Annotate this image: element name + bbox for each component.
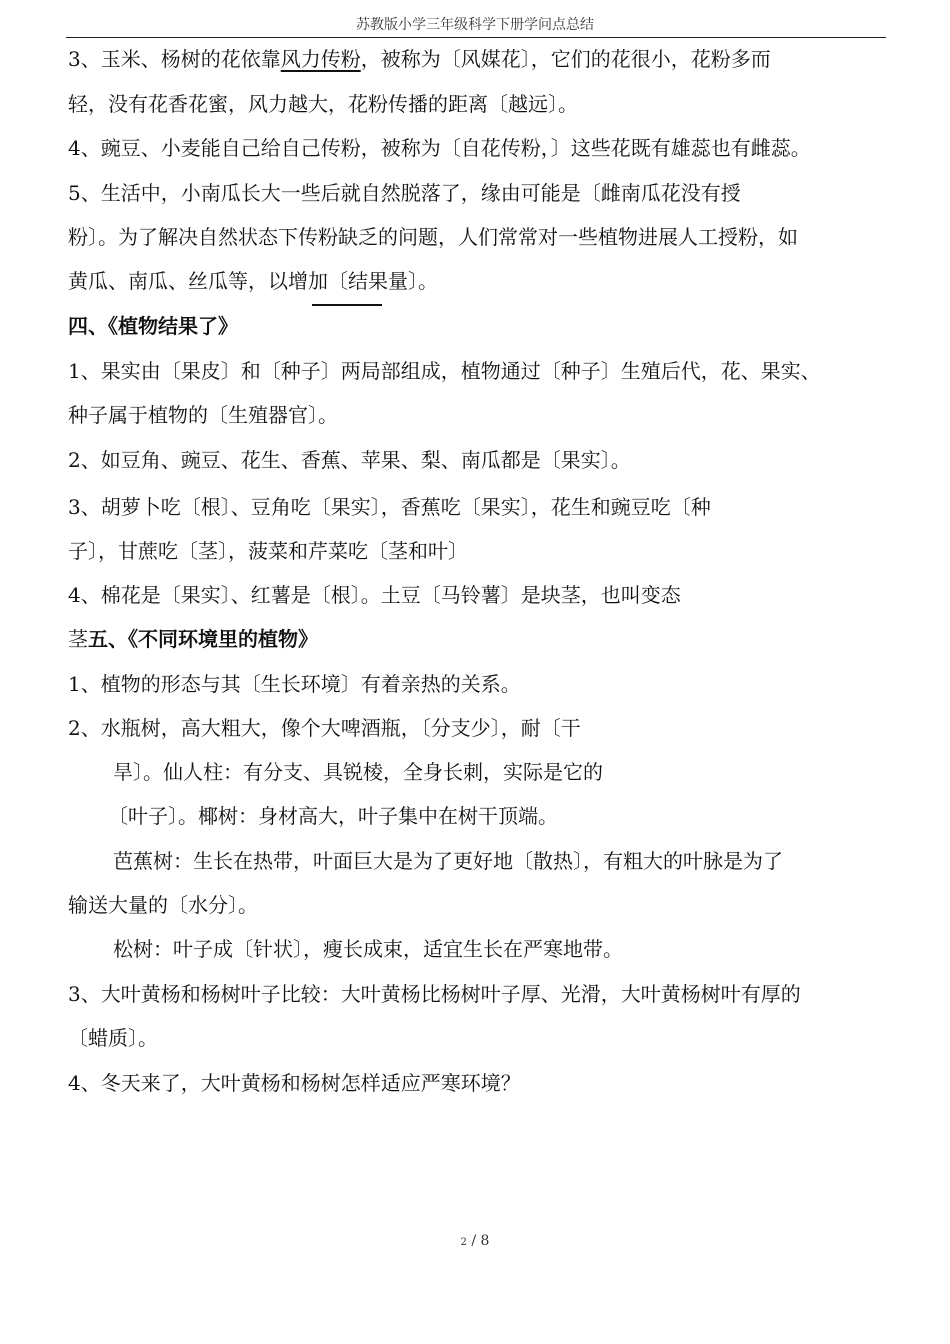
text-line: 4、豌豆、小麦能自己给自己传粉，被称为〔自花传粉，〕这些花既有雄蕊也有雌蕊。 [68, 136, 811, 160]
text-segment: 茎 [68, 627, 88, 651]
text-line: 输送大量的〔水分〕。 [68, 893, 258, 917]
page-number [0, 1233, 950, 1249]
text-line: 轻，没有花香花蜜，风力越大，花粉传播的距离〔越远〕。 [68, 92, 578, 116]
text-line: 4、棉花是〔果实〕、红薯是〔根〕。土豆〔马铃薯〕是块茎，也叫变态 [68, 583, 681, 607]
page-header [0, 14, 950, 34]
text-segment: ，被称为〔风媒花〕，它们的花很小，花粉多而 [360, 47, 771, 71]
header-divider [66, 37, 886, 38]
text-line [68, 46, 771, 72]
text-line: 粉〕。为了解决自然状态下传粉缺乏的问题，人们常常对一些植物进展人工授粉，如 [68, 225, 798, 249]
underline-mark [312, 304, 382, 306]
text-line: 2、如豆角、豌豆、花生、香蕉、苹果、梨、南瓜都是〔果实〕。 [68, 448, 631, 472]
text-line: 1、果实由〔果皮〕和〔种子〕两局部组成，植物通过〔种子〕生殖后代，花、果实、 [68, 359, 821, 383]
text-line: 种子属于植物的〔生殖器官〕。 [68, 403, 338, 427]
text-line: 4、冬天来了，大叶黄杨和杨树怎样适应严寒环境？ [68, 1071, 521, 1095]
text-line: 〔叶子〕。椰树：身材高大，叶子集中在树干顶端。 [108, 804, 558, 828]
text-line: 〔蜡质〕。 [68, 1026, 158, 1050]
text-line: 子〕，甘蔗吃〔茎〕，菠菜和芹菜吃〔茎和叶〕 [68, 539, 468, 563]
text-line: 1、植物的形态与其〔生长环境〕有着亲热的关系。 [68, 672, 521, 696]
section-heading: 五、《不同环境里的植物》 [88, 627, 318, 651]
underlined-term: 风力传粉 [280, 47, 361, 71]
text-line [68, 626, 318, 652]
text-line: 5、生活中，小南瓜长大一些后就自然脱落了，缘由可能是〔雌南瓜花没有授 [68, 181, 741, 205]
page-total: 8 [480, 1233, 490, 1249]
text-line: 2、水瓶树，高大粗大，像个大啤酒瓶，〔分支少〕，耐〔干 [68, 716, 581, 740]
page-current: 2 [460, 1237, 467, 1248]
text-line: 黄瓜、南瓜、丝瓜等，以增加〔结果量〕。 [68, 269, 438, 293]
section-heading: 四、《植物结果了》 [68, 314, 238, 338]
text-line: 3、胡萝卜吃〔根〕、豆角吃〔果实〕，香蕉吃〔果实〕，花生和豌豆吃〔种 [68, 495, 711, 519]
text-segment: 3、玉米、杨树的花依靠 [68, 47, 281, 71]
text-line: 松树：叶子成〔针状〕，瘦长成束，适宜生长在严寒地带。 [113, 937, 623, 961]
header-title: 苏教版小学三年级科学下册学问点总结 [356, 17, 594, 33]
text-line: 芭蕉树：生长在热带，叶面巨大是为了更好地〔散热〕，有粗大的叶脉是为了 [113, 849, 783, 873]
text-line: 3、大叶黄杨和杨树叶子比较：大叶黄杨比杨树叶子厚、光滑，大叶黄杨树叶有厚的 [68, 982, 801, 1006]
page-separator: / [466, 1233, 481, 1249]
text-line: 旱〕。仙人柱：有分支、具锐棱，全身长刺，实际是它的 [113, 760, 603, 784]
